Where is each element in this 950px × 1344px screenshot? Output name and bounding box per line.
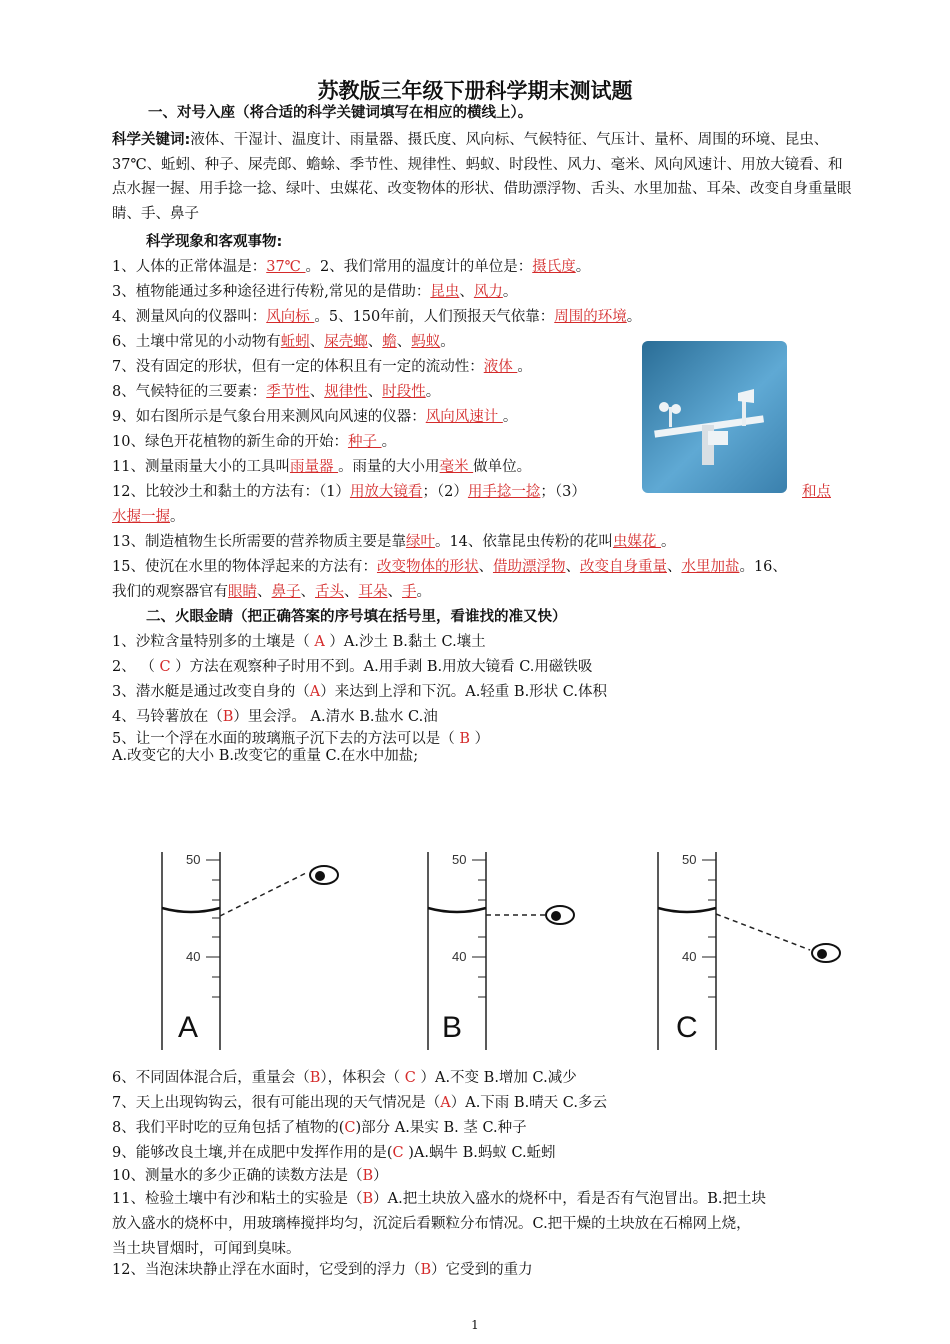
tick-label: 40 <box>186 949 201 964</box>
mc-question: 10、测量水的多少正确的读数方法是（B） <box>112 1168 388 1184</box>
mc-question: 2、 （ C ）方法在观察种子时用不到。A.用手剥 B.用放大镜看 C.用磁铁吸 <box>112 659 593 675</box>
mc-question: 12、当泡沫块静止浮在水面时，它受到的浮力（B）它受到的重力 <box>112 1262 533 1278</box>
mc-question: 6、不同固体混合后，重量会（B），体积会（ C ）A.不变 B.增加 C.减少 <box>112 1070 577 1086</box>
question-line: 6、土壤中常见的小动物有蚯蚓、屎壳螂、蟾、蚂蚁。 <box>112 334 455 350</box>
mc-question: 1、沙粒含量特别多的土壤是（ A ）A.沙土 B.黏土 C.壤土 <box>112 634 486 650</box>
question-line: 我们的观察器官有眼睛、鼻子、舌头、耳朵、手。 <box>112 584 431 600</box>
tick-label: 40 <box>452 949 467 964</box>
question-line: 11、测量雨量大小的工具叫雨量器 。雨量的大小用毫米 做单位。 <box>112 459 532 475</box>
subsection-heading: 科学现象和客观事物: <box>146 234 283 250</box>
section-1-heading: 一、对号入座（将合适的科学关键词填写在相应的横线上）。 <box>148 105 533 121</box>
keyword-list <box>112 128 852 226</box>
mc-question: 5、让一个浮在水面的玻璃瓶子沉下去的方法可以是（ B ） <box>112 731 490 747</box>
question-line: 1、人体的正常体温是：37℃ 。2、我们常用的温度计的单位是：摄氏度。 <box>112 259 591 275</box>
figure-label-c: C <box>676 1011 698 1044</box>
question-line: 13、制造植物生长所需要的营养物质主要是靠绿叶。14、依靠昆虫传粉的花叫虫媒花 。 <box>112 534 676 550</box>
question-line: 10、绿色开花植物的新生命的开始：种子 。 <box>112 434 397 450</box>
question-line: 7、没有固定的形状，但有一定的体积且有一定的流动性：液体 。 <box>112 359 532 375</box>
page-number: 1 <box>471 1318 479 1332</box>
question-line: 15、使沉在水里的物体浮起来的方法有：改变物体的形状、借助漂浮物、改变自身重量、水里加盐。16、 <box>112 559 787 575</box>
mc-question: 9、能够改良土壤,并在成肥中发挥作用的是(C )A.蜗牛 B.蚂蚁 C.蚯蚓 <box>112 1145 556 1161</box>
tick-label: 50 <box>682 852 697 867</box>
page-title: 苏教版三年级下册科学期末测试题 <box>317 79 633 103</box>
mc-question: 11、检验土壤中有沙和粘土的实验是（B）A.把土块放入盛水的烧杯中，看是否有气泡冒出。B.把土块 <box>112 1191 766 1207</box>
mc-question: 3、潜水艇是通过改变自身的（A）来达到上浮和下沉。A.轻重 B.形状 C.体积 <box>112 684 607 700</box>
keyword-label: 科学关键词: <box>112 132 191 148</box>
section-2-heading: 二、火眼金睛（把正确答案的序号填在括号里，看谁找的准又快） <box>146 609 567 625</box>
answer-text: 和点 <box>802 484 831 500</box>
measuring-cylinder-figure <box>0 840 950 1050</box>
mc-options: A.改变它的大小 B.改变它的重量 C.在水中加盐; <box>112 748 419 764</box>
mc-question: 4、马铃薯放在（B）里会浮。 A.清水 B.盐水 C.油 <box>112 709 438 725</box>
mc-question: 8、我们平时吃的豆角包括了植物的(C)部分 A.果实 B. 茎 C.种子 <box>112 1120 527 1136</box>
mc-question-cont: 放入盛水的烧杯中，用玻璃棒搅拌均匀，沉淀后看颗粒分布情况。C.把干燥的土块放在石棉网上烧， <box>112 1216 751 1232</box>
tick-label: 40 <box>682 949 697 964</box>
question-line: 水握一握。 <box>112 509 185 525</box>
question-line: 8、气候特征的三要素：季节性、规律性、时段性。 <box>112 384 441 400</box>
anemometer-photo <box>642 341 787 493</box>
question-line: 3、植物能通过多种途径进行传粉,常见的是借助：昆虫、风力。 <box>112 284 518 300</box>
question-line: 4、测量风向的仪器叫：风向标 。5、150年前，人们预报天气依靠：周围的环境。 <box>112 309 642 325</box>
figure-label-b: B <box>442 1011 463 1044</box>
mc-question-cont: 当土块冒烟时，可闻到臭味。 <box>112 1241 301 1257</box>
keyword-text: 液体、干湿计、温度计、雨量器、摄氏度、风向标、气候特征、气压计、量杯、周围的环境、昆虫、37℃、蚯蚓、种子、屎壳郎、蟾蜍、季节性、规律性、蚂蚁、时段性、风力、毫米、风向风速计、用放大镜看、和点水握一握、用手捻一捻、绿叶、虫媒花、改变物体的形状、借助漂浮物、舌头、水里加盐、耳朵、改变自身重量眼睛、手、鼻子 <box>112 132 852 222</box>
question-line: 9、如右图所示是气象台用来测风向风速的仪器：风向风速计 。 <box>112 409 518 425</box>
tick-label: 50 <box>186 852 201 867</box>
anemometer-icon <box>642 341 787 493</box>
question-line: 12、比较沙土和黏土的方法有：（1）用放大镜看；（2）用手捻一捻；（3） <box>112 484 586 500</box>
tick-label: 50 <box>452 852 467 867</box>
mc-question: 7、天上出现钩钩云，很有可能出现的天气情况是（A）A.下雨 B.晴天 C.多云 <box>112 1095 607 1111</box>
figure-label-a: A <box>178 1011 199 1044</box>
